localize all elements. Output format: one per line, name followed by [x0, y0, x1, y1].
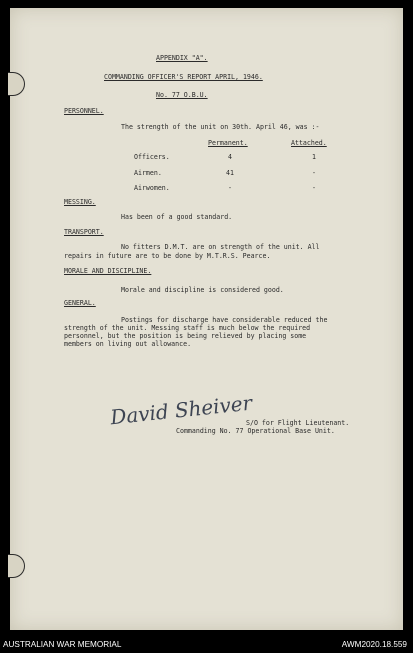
- transport-heading: TRANSPORT.: [64, 228, 104, 236]
- messing-text: Has been of a good standard.: [121, 213, 233, 221]
- footer-institution: AUSTRALIAN WAR MEMORIAL: [3, 640, 122, 649]
- handwritten-signature: David Sheiver: [109, 390, 254, 430]
- row-attached: 1: [312, 153, 316, 161]
- col-permanent: Permanent.: [208, 139, 248, 147]
- transport-line-2: repairs in future are to be done by M.T.R.S. Pearce.: [64, 252, 271, 260]
- row-attached: -: [312, 184, 316, 192]
- row-permanent: 41: [226, 169, 234, 177]
- row-permanent: 4: [228, 153, 232, 161]
- personnel-heading: PERSONNEL.: [64, 107, 104, 115]
- general-heading: GENERAL.: [64, 299, 96, 307]
- general-line-3: personnel, but the position is being relieved by placing some: [64, 332, 307, 340]
- punch-hole-bottom: [8, 554, 25, 578]
- col-attached: Attached.: [291, 139, 327, 147]
- row-label: Airwomen.: [134, 184, 170, 192]
- signature-title: Commanding No. 77 Operational Base Unit.: [176, 427, 335, 435]
- appendix-label: APPENDIX "A".: [156, 54, 208, 62]
- general-line-4: members on living out allowance.: [64, 340, 192, 348]
- general-line-2: strength of the unit. Messing staff is much below the required: [64, 324, 311, 332]
- messing-heading: MESSING.: [64, 198, 96, 206]
- morale-text: Morale and discipline is considered good.: [121, 286, 284, 294]
- morale-heading: MORALE AND DISCIPLINE.: [64, 267, 152, 275]
- footer-accession-number: AWM2020.18.559: [341, 640, 407, 649]
- personnel-intro: The strength of the unit on 30th. April 46, was :-: [121, 123, 320, 131]
- row-label: Officers.: [134, 153, 170, 161]
- general-line-1: Postings for discharge have considerable reduced the: [121, 316, 328, 324]
- punch-hole-top: [8, 72, 25, 96]
- transport-line-1: No fitters D.M.T. are on strength of the unit. All: [121, 243, 320, 251]
- row-attached: -: [312, 169, 316, 177]
- row-label: Airmen.: [134, 169, 162, 177]
- row-permanent: -: [228, 184, 232, 192]
- unit-label: No. 77 O.B.U.: [156, 91, 208, 99]
- signature-suffix: S/O for Flight Lieutenant.: [246, 419, 350, 427]
- report-title: COMMANDING OFFICER'S REPORT APRIL, 1946.: [104, 73, 263, 81]
